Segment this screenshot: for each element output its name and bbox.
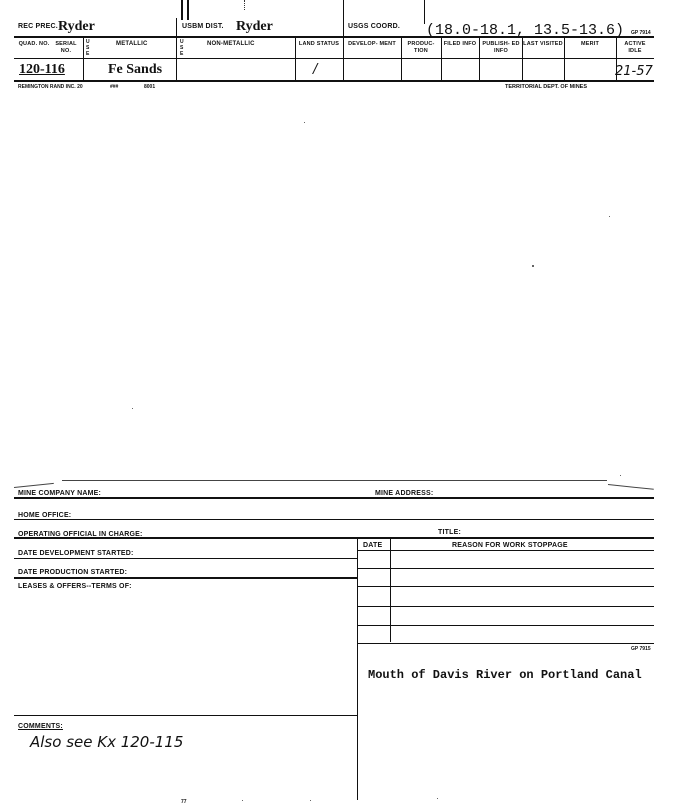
- col-active-idle: ACTIVE IDLE: [624, 41, 646, 54]
- comments-label: COMMENTS:: [18, 723, 63, 730]
- top-footer-left: REMINGTON RAND INC. 20: [18, 84, 83, 90]
- col-land-status: LAND STATUS: [298, 41, 340, 47]
- comments-value: Also see Kx 120-115: [30, 733, 184, 751]
- dotted-tick: [244, 0, 245, 10]
- usbm-dist-label: USBM DIST.: [182, 23, 224, 30]
- usbm-dist-value: Ryder: [236, 19, 273, 34]
- col-metallic: METALLIC: [116, 41, 148, 47]
- mine-company-name-label: MINE COMPANY NAME:: [18, 490, 102, 497]
- punch-mark: [181, 0, 189, 20]
- date-prod-started-label: DATE PRODUCTION STARTED:: [18, 569, 128, 576]
- location-text: Mouth of Davis River on Portland Canal: [368, 668, 642, 682]
- top-footer-code-2: 8001: [144, 84, 156, 90]
- leases-label: LEASES & OFFERS--TERMS OF:: [18, 583, 132, 590]
- land-status-value: /: [313, 62, 318, 77]
- date-dev-started-label: DATE DEVELOPMENT STARTED:: [18, 550, 134, 557]
- col-serial-no: SERIAL NO.: [55, 41, 77, 54]
- operating-official-label: OPERATING OFFICIAL IN CHARGE:: [18, 531, 143, 538]
- home-office-label: HOME OFFICE:: [18, 512, 72, 519]
- metallic-value: Fe Sands: [108, 62, 163, 77]
- date-col-label: DATE: [363, 542, 383, 549]
- col-non-metallic: NON-METALLIC: [207, 41, 255, 47]
- col-filed-info: FILED INFO: [443, 41, 477, 47]
- usgs-coord-value: (18.0-18.1, 13.5-13.6): [426, 22, 625, 39]
- reason-col-label: REASON FOR WORK STOPPAGE: [452, 542, 568, 549]
- col-merit: MERIT: [580, 41, 600, 47]
- col-development: DEVELOP- MENT: [348, 41, 396, 47]
- usgs-coord-label: USGS COORD.: [348, 23, 400, 30]
- col-use-1: U S E: [86, 39, 90, 57]
- top-footer-code-1: ###: [110, 84, 119, 90]
- col-last-visited: LAST VISITED: [523, 41, 563, 47]
- rec-prec-value: Ryder: [58, 19, 95, 34]
- mine-address-label: MINE ADDRESS:: [375, 490, 434, 497]
- col-published-info: PUBLISH- ED INFO: [482, 41, 520, 54]
- col-use-2: U S E: [180, 39, 184, 57]
- active-idle-value: 21-57: [615, 64, 653, 79]
- title-label: TITLE:: [438, 529, 461, 536]
- quad-serial-value: 120-116: [19, 62, 65, 77]
- top-footer-right: TERRITORIAL DEPT. OF MINES: [505, 84, 587, 90]
- bottom-mark: 77: [181, 799, 187, 805]
- bottom-form-code: GP 7915: [631, 646, 651, 652]
- col-quad-no: QUAD. NO.: [18, 41, 50, 47]
- col-production: PRODUC- TION: [407, 41, 435, 54]
- top-form-code: GP 7914: [631, 30, 651, 36]
- rec-prec-label: REC PREC.: [18, 23, 58, 30]
